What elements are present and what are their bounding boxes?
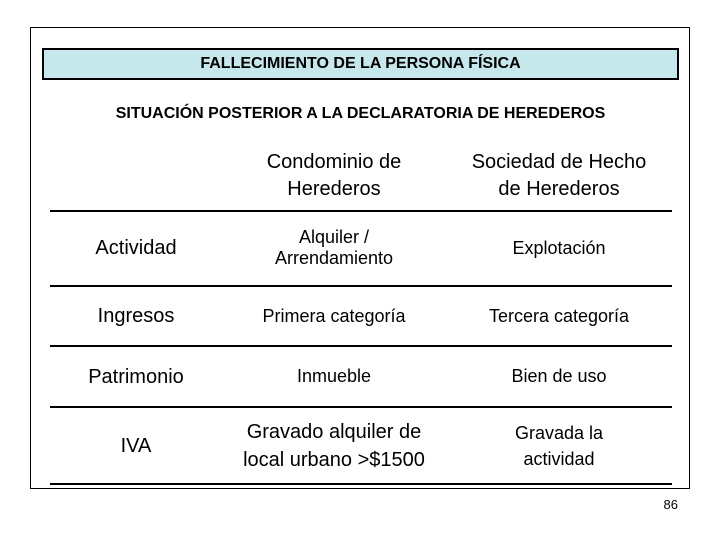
- row-label-ingresos: Ingresos: [97, 304, 175, 327]
- row-label-patrimonio: Patrimonio: [88, 365, 184, 388]
- cell-ingresos-condominio: Primera categoría: [262, 305, 406, 326]
- row-label-iva: IVA: [120, 434, 152, 457]
- cell-iva-sociedad: Gravada la actividad: [514, 423, 604, 469]
- cell-iva-condominio: Gravado alquiler de local urbano >$1500: [243, 421, 425, 471]
- cell-actividad-condominio: Alquiler / Arrendamiento: [274, 227, 394, 268]
- slide-subtitle: SITUACIÓN POSTERIOR A LA DECLARATORIA DE HEREDEROS: [115, 105, 606, 122]
- header-sociedad: Sociedad de Hecho de Herederos: [471, 151, 647, 200]
- header-condominio: Condominio de Herederos: [266, 151, 402, 200]
- page-number: 86: [663, 497, 678, 512]
- cell-actividad-sociedad: Explotación: [512, 237, 606, 258]
- cell-patrimonio-sociedad: Bien de uso: [511, 365, 607, 386]
- row-label-actividad: Actividad: [95, 236, 177, 259]
- cell-patrimonio-condominio: Inmueble: [296, 365, 372, 386]
- slide-title: FALLECIMIENTO DE LA PERSONA FÍSICA: [42, 48, 679, 80]
- cell-ingresos-sociedad: Tercera categoría: [488, 305, 630, 326]
- table-divider: [50, 483, 672, 485]
